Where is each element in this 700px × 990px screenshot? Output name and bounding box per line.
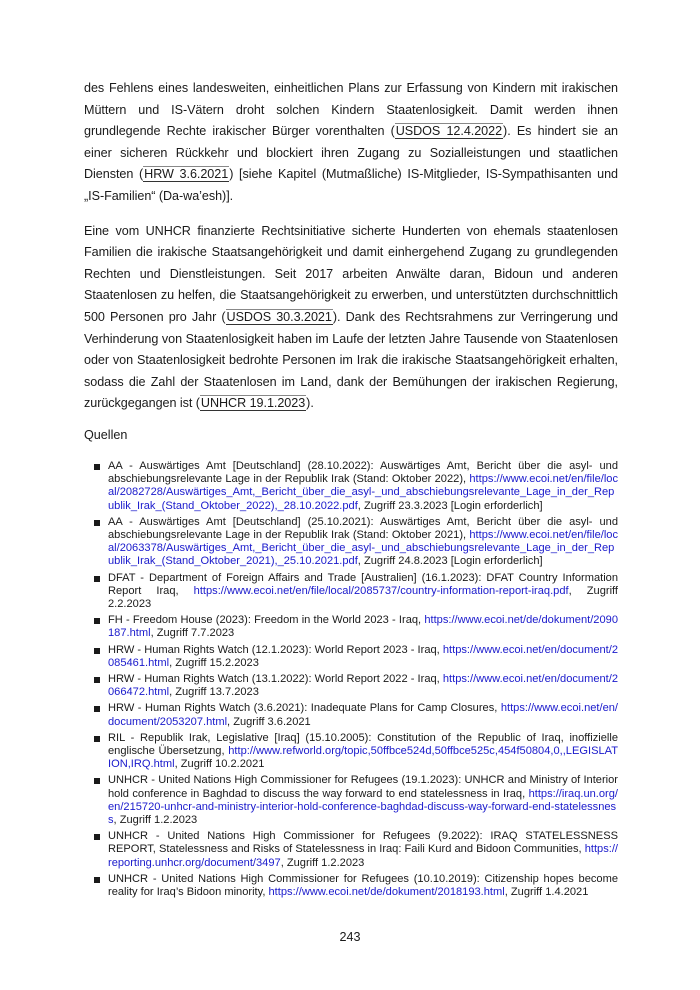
paragraph-text: ).: [306, 396, 314, 411]
paragraph-2: [84, 221, 618, 415]
reference-url[interactable]: https://www.ecoi.net/en/file/local/2085737/country-information-report-iraq.pdf: [193, 584, 569, 597]
reference-item: RIL - Republik Irak, Legislative [Iraq] (15.10.2005): Constitution of the Republic of Iraq, inoffizielle englische Übersetzung, http://www.refworld.org/topic,50ffbce524d,50ffbce525c,454f50804,0,,LEGISLATION,IRQ.html, Zugriff 10.2.2021: [94, 732, 618, 772]
bullet-icon: [94, 648, 100, 654]
reference-item: UNHCR - United Nations High Commissioner for Refugees (19.1.2023): UNHCR and Ministry of Interior hold conference in Baghdad to discuss the way forward to end statelessness in Iraq, https://iraq.un.org/en/215720-unhcr-and-ministry-interior-hold-conference-baghdad-discuss-way-forward-end-statelessness, Zugriff 1.2.2023: [94, 774, 618, 827]
citation-link[interactable]: USDOS 12.4.2022: [395, 124, 503, 139]
reference-url[interactable]: https://www.ecoi.net/en/document/2053207.html: [108, 702, 618, 728]
bullet-icon: [94, 677, 100, 683]
reference-item: AA - Auswärtiges Amt [Deutschland] (28.10.2022): Auswärtiges Amt, Bericht über die asyl- und abschiebungsrelevante Lage in der Republik Irak (Stand: Oktober 2022), https://www.ecoi.net/en/file/local/2082728/Auswärtiges_Amt,_Bericht_über_die_asyl-_und_abschiebungsrelevante_Lage_in_der_Republik_Irak_(Stand_Oktober_2022),_28.10.2022.pdf, Zugriff 23.3.2023 [Login erforderlich]: [94, 460, 618, 513]
bullet-icon: [94, 778, 100, 784]
reference-item: UNHCR - United Nations High Commissioner for Refugees (9.2022): IRAQ STATELESSNESS REPORT, Statelessness and Risks of Statelessness in Iraq: Faili Kurd and Bidoon Communities, https://reporting.unhcr.org/document/3497, Zugriff 1.2.2023: [94, 830, 618, 870]
paragraph-text: ). Dank des Rechtsrahmens zur Verringerung und Verhinderung von Staatenlosigkeit haben im Laufe der letzten Jahre Tausende von Staatenlosen oder von Staatenlosigkeit bedrohte Personen im Irak die irakische Staatsangehörigkeit erhalten, sodass die Zahl der Staatenlosen im Land, dank der Bemühungen der irakischen Regierung, zurückgegangen ist (: [84, 309, 619, 411]
paragraph-text: Eine vom UNHCR finanzierte Rechtsinitiative sicherte Hunderten von ehemals staatenlosen Familien die irakische Staatsangehörigkeit und damit einhergehend Zugang zu grundlegenden Rechten und Dienstleistungen. Seit 2017 arbeiten Anwälte daran, Bidoun und anderen Staatenlosen zu helfen, die Staatsangehörigkeit zu erwerben, und unterstützten durchschnittlich 500 Personen pro Jahr (: [84, 223, 618, 324]
reference-url[interactable]: https://www.ecoi.net/en/document/2066472.html: [108, 672, 618, 699]
sources-heading: Quellen: [84, 427, 128, 442]
reference-item: HRW - Human Rights Watch (12.1.2023): World Report 2023 - Iraq, https://www.ecoi.net/en/document/2085461.html, Zugriff 15.2.2023: [94, 644, 618, 670]
citation-link[interactable]: HRW 3.6.2021: [144, 167, 229, 182]
reference-url[interactable]: https://www.ecoi.net/en/file/local/2082728/Auswärtiges_Amt,_Bericht_über_die_asyl-_und_abschiebungsrelevante_Lage_in_der_Republik_Irak_(Stand_Oktober_2022),_28.10.2022.pdf: [108, 473, 618, 512]
bullet-icon: [94, 834, 100, 840]
paragraph-text: des Fehlens eines landesweiten, einheitlichen Plans zur Erfassung von Kindern mit irakischen Müttern und IS-Vätern droht solchen Kindern Staatenlosigkeit. Damit werden ihnen grundlegende Rechte irakischer Bürger vorenthalten (: [84, 81, 618, 139]
reference-url[interactable]: https://www.ecoi.net/en/file/local/2063378/Auswärtiges_Amt,_Bericht_über_die_asyl-_und_abschiebungsrelevante_Lage_in_der_Republik_Irak_(Stand_Oktober_2021),_25.10.2021.pdf: [108, 528, 618, 568]
bullet-icon: [94, 464, 100, 470]
reference-item: AA - Auswärtiges Amt [Deutschland] (25.10.2021): Auswärtiges Amt, Bericht über die asyl- und abschiebungsrelevante Lage in der Republik Irak (Stand: Oktober 2021), https://www.ecoi.net/en/file/local/2063378/Auswärtiges_Amt,_Bericht_über_die_asyl-_und_abschiebungsrelevante_Lage_in_der_Republik_Irak_(Stand_Oktober_2021),_25.10.2021.pdf, Zugriff 24.8.2023 [Login erforderlich]: [94, 516, 618, 569]
reference-item: HRW - Human Rights Watch (13.1.2022): World Report 2022 - Iraq, https://www.ecoi.net/en/document/2066472.html, Zugriff 13.7.2023: [94, 673, 618, 699]
citation-link[interactable]: USDOS 30.3.2021: [226, 309, 332, 324]
page-content: [84, 78, 618, 902]
page-number: 243: [339, 930, 361, 944]
reference-url[interactable]: http://www.refworld.org/topic,50ffbce524d,50ffbce525c,454f50804,0,,LEGISLATION,IRQ.html: [108, 744, 618, 771]
reference-url[interactable]: https://reporting.unhcr.org/document/3497: [108, 843, 618, 869]
bullet-icon: [94, 877, 100, 883]
reference-url[interactable]: https://www.ecoi.net/de/dokument/2018193.html: [268, 886, 505, 898]
bullet-icon: [94, 618, 100, 624]
reference-item: UNHCR - United Nations High Commissioner for Refugees (10.10.2019): Citizenship hopes become reality for Iraq’s Bidoon minority, https://www.ecoi.net/de/dokument/2018193.html, Zugriff 1.4.2021: [94, 873, 618, 899]
reference-url[interactable]: https://www.ecoi.net/en/document/2085461.html: [108, 643, 618, 669]
bullet-icon: [94, 520, 100, 526]
reference-list: [84, 460, 618, 899]
bullet-icon: [94, 706, 100, 712]
reference-item: FH - Freedom House (2023): Freedom in the World 2023 - Iraq, https://www.ecoi.net/de/dokument/2090187.html, Zugriff 7.7.2023: [94, 614, 618, 640]
reference-url[interactable]: https://www.ecoi.net/de/dokument/2090187.html: [108, 614, 618, 640]
paragraph-text: ) [siehe Kapitel (Mutmaßliche) IS-Mitglieder, IS-Sympathisanten und „IS-Familien“ (Da-wa’esh)].: [84, 167, 618, 203]
bullet-icon: [94, 736, 100, 742]
bullet-icon: [94, 576, 100, 582]
reference-item: HRW - Human Rights Watch (3.6.2021): Inadequate Plans for Camp Closures, https://www.ecoi.net/en/document/2053207.html, Zugriff 3.6.2021: [94, 702, 618, 728]
reference-item: DFAT - Department of Foreign Affairs and Trade [Australien] (16.1.2023): DFAT Country Information Report Iraq, https://www.ecoi.net/en/file/local/2085737/country-information-report-iraq.pdf, Zugriff 2.2.2023: [94, 572, 618, 612]
citation-link[interactable]: UNHCR 19.1.2023: [200, 396, 306, 411]
paragraph-1: [84, 78, 618, 208]
paragraph-text: ). Es hindert sie an einer sicheren Rückkehr und blockiert ihren Zugang zu Sozialleistungen und staatlichen Diensten (: [84, 124, 619, 182]
reference-url[interactable]: https://iraq.un.org/en/215720-unhcr-and-ministry-interior-hold-conference-baghdad-discuss-way-forward-end-statelessness: [108, 787, 618, 826]
